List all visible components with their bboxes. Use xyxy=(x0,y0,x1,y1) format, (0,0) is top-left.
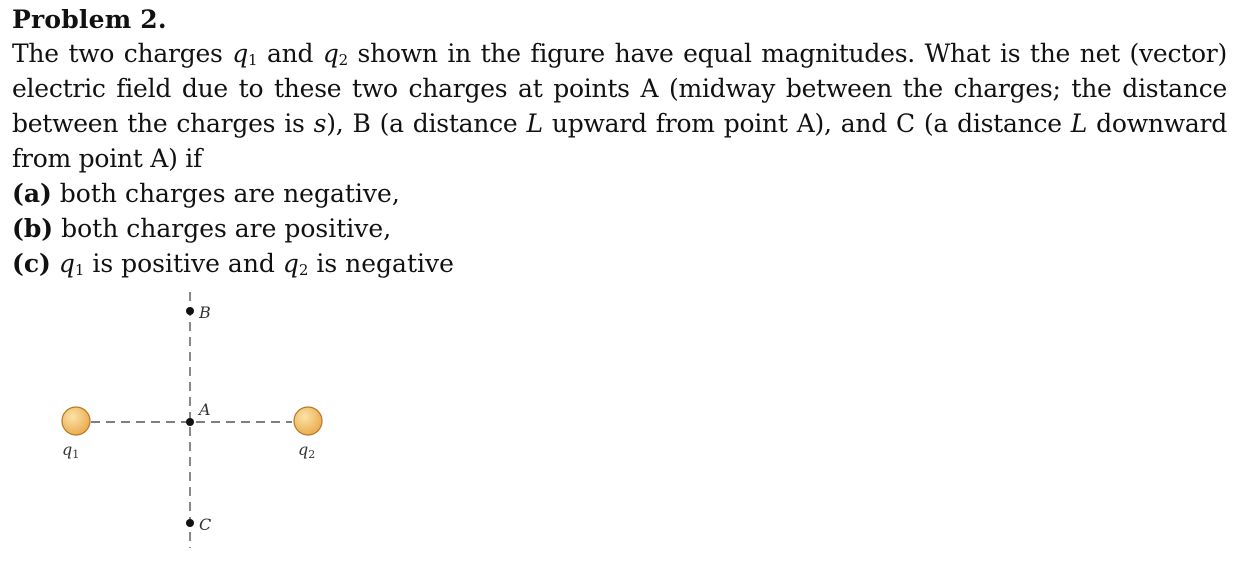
point-b-dot xyxy=(186,307,194,315)
point-b-label: B xyxy=(199,303,211,322)
statement-line-3: between the charges is s), B (a distance L upward from point A), and C (a distance L downward xyxy=(12,109,1227,138)
problem-text xyxy=(12,4,1227,281)
problem-parts xyxy=(12,176,1227,281)
q2-symbol: $q_2$ xyxy=(322,39,348,69)
charge-q1 xyxy=(62,407,90,435)
q2-label: q2 xyxy=(298,440,316,461)
q1-symbol: $q_1$ xyxy=(232,39,258,69)
point-c-label: C xyxy=(199,515,212,534)
q1-label: q1 xyxy=(62,440,80,461)
statement-line-2: electric field due to these two charges at points A (midway between the charges; the distance xyxy=(12,74,1227,103)
part-c: (c) $q_1$ is positive and $q_2$ is negative xyxy=(12,249,454,279)
l-symbol: L xyxy=(1070,109,1088,138)
part-b-text: both charges are positive, xyxy=(53,214,392,243)
problem-statement xyxy=(12,36,1227,176)
point-a-dot xyxy=(186,418,194,426)
part-c-label: (c) xyxy=(12,249,51,278)
part-a-label: (a) xyxy=(12,179,52,208)
part-b xyxy=(12,211,1227,246)
problem-title: Problem 2. xyxy=(12,5,167,34)
q1-symbol: $q_1$ xyxy=(58,249,85,279)
s-symbol: s xyxy=(313,109,327,138)
point-c-dot xyxy=(186,519,194,527)
part-a-text: both charges are negative, xyxy=(51,179,400,208)
part-a xyxy=(12,176,1227,211)
point-a-label: A xyxy=(199,400,211,419)
part-b-label: (b) xyxy=(12,214,54,243)
statement-line-1: The two charges $q_1$ and $q_2$ shown in the figure have equal magnitudes. What is the net (vector) xyxy=(12,39,1228,69)
charge-q2 xyxy=(294,407,322,435)
statement-line-4: from point A) if xyxy=(12,144,203,173)
q2-symbol: $q_2$ xyxy=(282,249,309,279)
l-symbol: L xyxy=(526,109,543,138)
